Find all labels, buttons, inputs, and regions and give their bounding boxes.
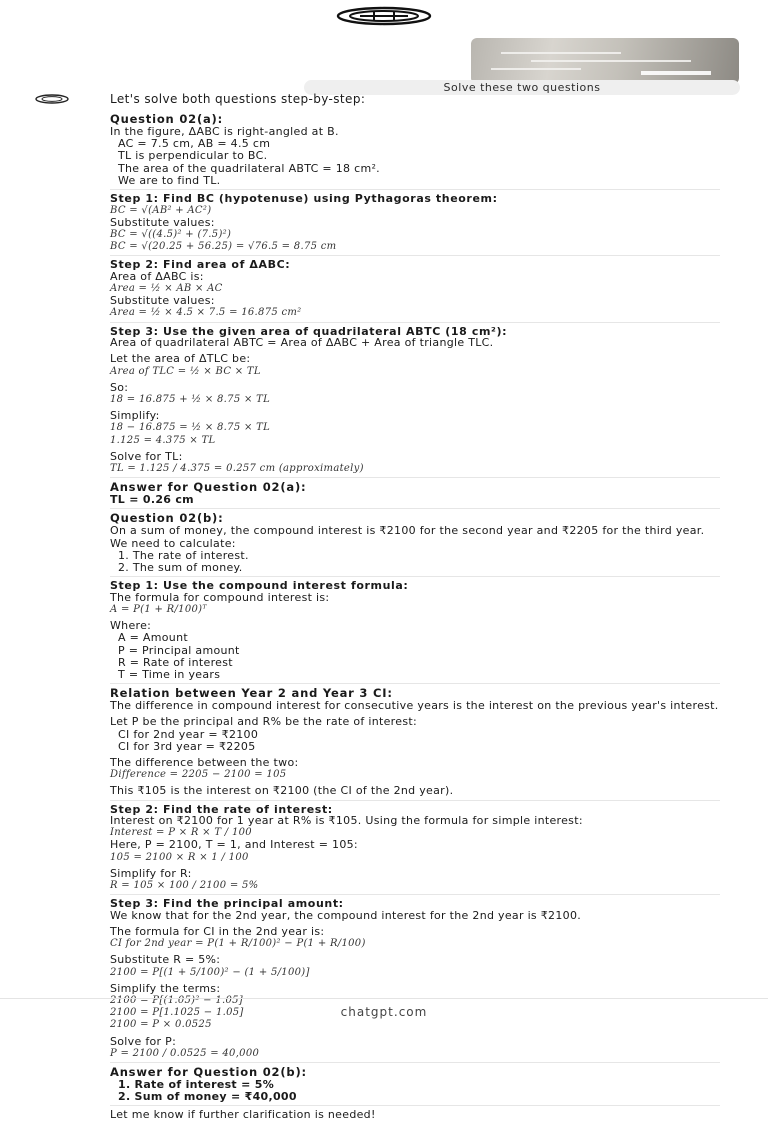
list-item: TL is perpendicular to BC. xyxy=(118,149,268,163)
relation-list xyxy=(110,729,720,753)
step3b-formula-label: The formula for CI in the 2nd year is: xyxy=(110,924,325,938)
answer-02b-list xyxy=(110,1079,720,1103)
step1a-section xyxy=(110,189,720,253)
step3a-simp2: 1.125 = 4.375 × TL xyxy=(110,434,216,446)
step3b-title: Step 3: Find the principal amount: xyxy=(110,897,344,911)
step3b-simp-3: 2100 = P × 0.0525 xyxy=(110,1019,212,1031)
list-item: 2. The sum of money. xyxy=(118,560,243,574)
step3a-title: Step 3: Use the given area of quadrilateral ABTC (18 cm²): xyxy=(110,324,508,338)
relation-let: Let P be the principal and R% be the rate of interest: xyxy=(110,715,417,729)
relation-title: Relation between Year 2 and Year 3 CI: xyxy=(110,686,393,701)
list-item: AC = 7.5 cm, AB = 4.5 cm xyxy=(118,137,271,151)
list-item: We are to find TL. xyxy=(118,173,221,187)
assistant-avatar-icon xyxy=(34,94,70,104)
step2b-formula: Interest = P × R × T / 100 xyxy=(110,827,252,839)
answer-02a-section xyxy=(110,477,720,506)
step2b-simp: Simplify for R: xyxy=(110,866,192,880)
step3b-simp-label: Simplify the terms: xyxy=(110,981,221,995)
step2a-section xyxy=(110,255,720,319)
step2b-line: 105 = 2100 × R × 1 / 100 xyxy=(110,851,249,863)
relation-diff-label: The difference between the two: xyxy=(110,755,299,769)
relation-section xyxy=(110,683,720,797)
step2a-line: Area = ½ × 4.5 × 7.5 = 16.875 cm² xyxy=(110,307,302,319)
step2b-section xyxy=(110,800,720,893)
step3b-sub: 2100 = P[(1 + 5/100)² − (1 + 5/100)] xyxy=(110,966,310,978)
question-02b-text: On a sum of money, the compound interest is ₹2100 for the second year and ₹2205 for the third year. We need to calculate: xyxy=(110,524,705,550)
step3a-desc: Area of quadrilateral ABTC = Area of ΔABC + Area of triangle TLC. xyxy=(110,336,494,350)
step3b-formula: CI for 2nd year = P(1 + R/100)² − P(1 + R/100) xyxy=(110,938,366,950)
list-item: P = Principal amount xyxy=(118,643,240,657)
step1b-formula: A = P(1 + R/100)ᵀ xyxy=(110,603,207,615)
step2b-title: Step 2: Find the rate of interest: xyxy=(110,802,333,816)
user-message-text: Solve these two questions xyxy=(443,81,601,94)
step2a-formula: Area = ½ × AB × AC xyxy=(110,283,223,295)
step3a-let-formula: Area of TLC = ½ × BC × TL xyxy=(110,365,261,377)
step1b-defs xyxy=(110,632,720,681)
step3b-simp-1: 2100 = P[(1.05)² − 1.05] xyxy=(110,994,243,1006)
list-item xyxy=(110,1091,720,1103)
step3b-sub-label: Substitute R = 5%: xyxy=(110,953,221,967)
step3a-solve: Solve for TL: xyxy=(110,449,183,463)
step2a-label: Area of ΔABC is: xyxy=(110,269,204,283)
list-item: A = Amount xyxy=(118,631,188,645)
user-uploaded-image[interactable] xyxy=(471,38,739,84)
relation-desc: The difference in compound interest for consecutive years is the interest on the previous year's interest. xyxy=(110,699,719,713)
step1b-desc: The formula for compound interest is: xyxy=(110,590,330,604)
user-message-bubble xyxy=(304,80,740,95)
step1a-title: Step 1: Find BC (hypotenuse) using Pythagoras theorem: xyxy=(110,192,498,206)
step3a-so: So: xyxy=(110,380,129,394)
question-02b-section xyxy=(110,508,720,574)
step2a-sub-label: Substitute values: xyxy=(110,294,215,308)
assistant-answer xyxy=(110,108,720,1122)
list-item: CI for 2nd year = ₹2100 xyxy=(118,727,259,741)
step3a-solve-formula: TL = 1.125 / 4.375 = 0.257 cm (approximately) xyxy=(110,462,364,474)
openai-logo-icon xyxy=(334,6,434,26)
list-item: The area of the quadrilateral ABTC = 18 cm². xyxy=(118,161,380,175)
answer-02b-section xyxy=(110,1062,720,1103)
question-02a-list xyxy=(110,138,720,187)
step2b-desc: Interest on ₹2100 for 1 year at R% is ₹105. Using the formula for simple interest: xyxy=(110,814,583,828)
step1a-line2: BC = √(20.25 + 56.25) = √76.5 = 8.75 cm xyxy=(110,241,337,253)
step3b-solve: P = 2100 / 0.0525 = 40,000 xyxy=(110,1047,260,1059)
list-item: 1. The rate of interest. xyxy=(118,548,249,562)
step3b-section xyxy=(110,894,720,1060)
top-logo-bar xyxy=(0,6,768,28)
step1a-line1: BC = √((4.5)² + (7.5)²) xyxy=(110,228,232,240)
question-02a-given: In the figure, ΔABC is right-angled at B. xyxy=(110,125,339,138)
step3b-desc: We know that for the 2nd year, the compound interest for the 2nd year is ₹2100. xyxy=(110,908,582,922)
step1b-section xyxy=(110,576,720,681)
relation-diff: Difference = 2205 − 2100 = 105 xyxy=(110,769,287,781)
list-item: R = Rate of interest xyxy=(118,655,233,669)
closing-section xyxy=(110,1105,720,1121)
step1a-sub-label: Substitute values: xyxy=(110,215,215,229)
answer-02a-title: Answer for Question 02(a): xyxy=(110,480,307,495)
step1b-title: Step 1: Use the compound interest formula: xyxy=(110,579,409,593)
relation-note: This ₹105 is the interest on ₹2100 (the CI of the 2nd year). xyxy=(110,784,454,798)
step3a-so-formula: 18 = 16.875 + ½ × 8.75 × TL xyxy=(110,393,271,405)
step3a-simp1: 18 − 16.875 = ½ × 8.75 × TL xyxy=(110,422,271,434)
step1b-where: Where: xyxy=(110,619,152,633)
assistant-intro: Let's solve both questions step-by-step: xyxy=(110,92,366,106)
footer-site-link[interactable]: chatgpt.com xyxy=(340,1005,428,1019)
step2b-here: Here, P = 2100, T = 1, and Interest = 105: xyxy=(110,838,358,852)
step3a-simplify: Simplify: xyxy=(110,409,160,423)
question-02b-list xyxy=(110,550,720,574)
answer-02b-title: Answer for Question 02(b): xyxy=(110,1064,307,1079)
question-02a-section xyxy=(110,110,720,187)
closing-text: Let me know if further clarification is needed! xyxy=(110,1108,376,1122)
step2a-title: Step 2: Find area of ΔABC: xyxy=(110,258,291,272)
step2b-result: R = 105 × 100 / 2100 = 5% xyxy=(110,880,259,892)
question-02a-title: Question 02(a): xyxy=(110,112,224,126)
step3b-simp-2: 2100 = P[1.1025 − 1.05] xyxy=(110,1007,244,1019)
step3a-let: Let the area of ΔTLC be: xyxy=(110,352,251,366)
question-02b-title: Question 02(b): xyxy=(110,511,224,526)
step1a-formula: BC = √(AB² + AC²) xyxy=(110,204,212,216)
step3b-solve-label: Solve for P: xyxy=(110,1034,177,1048)
answer-02a-value: TL = 0.26 cm xyxy=(110,493,194,507)
footer-bar xyxy=(0,998,768,1024)
answer-rate: 1. Rate of interest = 5% xyxy=(118,1077,275,1091)
list-item: CI for 3rd year = ₹2205 xyxy=(118,739,256,753)
list-item: T = Time in years xyxy=(118,667,221,681)
step3a-section xyxy=(110,322,720,476)
answer-sum: 2. Sum of money = ₹40,000 xyxy=(118,1090,297,1104)
